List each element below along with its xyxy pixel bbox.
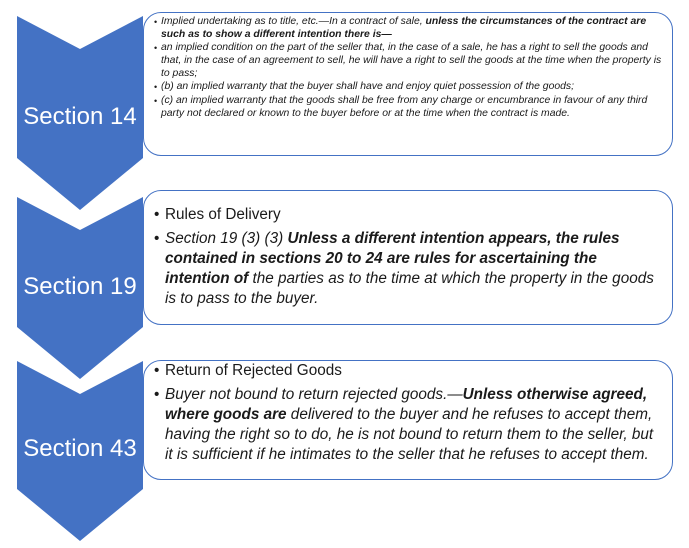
- bullet-icon: •: [154, 362, 160, 379]
- item-text: Return of Rejected Goods: [165, 362, 342, 379]
- item-text: Implied undertaking as to title, etc.—In a contract of sale,: [161, 16, 426, 27]
- section-label: Section 43: [23, 435, 137, 462]
- section-14-text-box: [143, 12, 673, 156]
- section-label: Section 14: [23, 103, 137, 130]
- chevron-section-14: [17, 16, 143, 210]
- item-text: Buyer not bound to return rejected goods.—: [165, 386, 463, 403]
- section-19-text-box: [143, 190, 673, 325]
- list-item: [154, 229, 664, 309]
- list-item: [154, 385, 664, 465]
- item-bold-text: Unless otherwise agreed, where goods are: [165, 386, 648, 423]
- list-item: [154, 205, 664, 225]
- chevron-section-43: [17, 361, 143, 541]
- item-text: Rules of Delivery: [165, 206, 281, 223]
- item-bold-text: Unless a different intention appears, the rules contained in sections 20 to 24 are rules for ascertaining the intention of: [165, 230, 620, 287]
- chevron-section-19: [17, 197, 143, 379]
- bullet-icon: •: [154, 17, 158, 27]
- item-text-rest: delivered to the buyer and he refuses to accept them, having the right so to do, he is not bound to return them to the seller, but it is sufficient if he intimates to the seller that he refuses to accept them.: [165, 406, 654, 463]
- bullet-icon: •: [154, 230, 160, 247]
- bullet-list: [154, 205, 664, 309]
- list-item: [154, 95, 662, 120]
- item-bold-text: unless the circumstances of the contract are such as to show a different intention there is—: [161, 16, 647, 40]
- bullet-icon: •: [154, 82, 158, 93]
- list-item: [154, 81, 662, 94]
- bullet-list: [154, 361, 664, 465]
- bullet-icon: •: [154, 96, 158, 107]
- bullet-icon: •: [154, 206, 160, 223]
- section-label: Section 19: [23, 273, 137, 300]
- list-item: [154, 42, 662, 80]
- bullet-icon: •: [154, 386, 160, 403]
- item-text: (c) an implied warranty that the goods shall be free from any charge or encumbrance in favour of any third party not declared or known to the buyer before or at the time when the contract is made.: [161, 95, 648, 119]
- item-text: (b) an implied warranty that the buyer shall have and enjoy quiet possession of the goods;: [161, 81, 574, 93]
- item-text: an implied condition on the part of the seller that, in the case of a sale, he has a right to sell the goods and that, in the case of an agreement to sell, he will have a right to sell the goods at the time when the property is to pass;: [161, 42, 662, 79]
- list-item: [154, 16, 662, 41]
- bullet-list: [154, 16, 662, 120]
- bullet-icon: •: [154, 43, 158, 54]
- section-43-text-box: [143, 360, 673, 480]
- item-text-rest: the parties as to the time at which the property in the goods is to pass to the buyer.: [165, 270, 654, 307]
- list-item: [154, 361, 664, 381]
- item-text: Section 19 (3) (3): [165, 230, 288, 247]
